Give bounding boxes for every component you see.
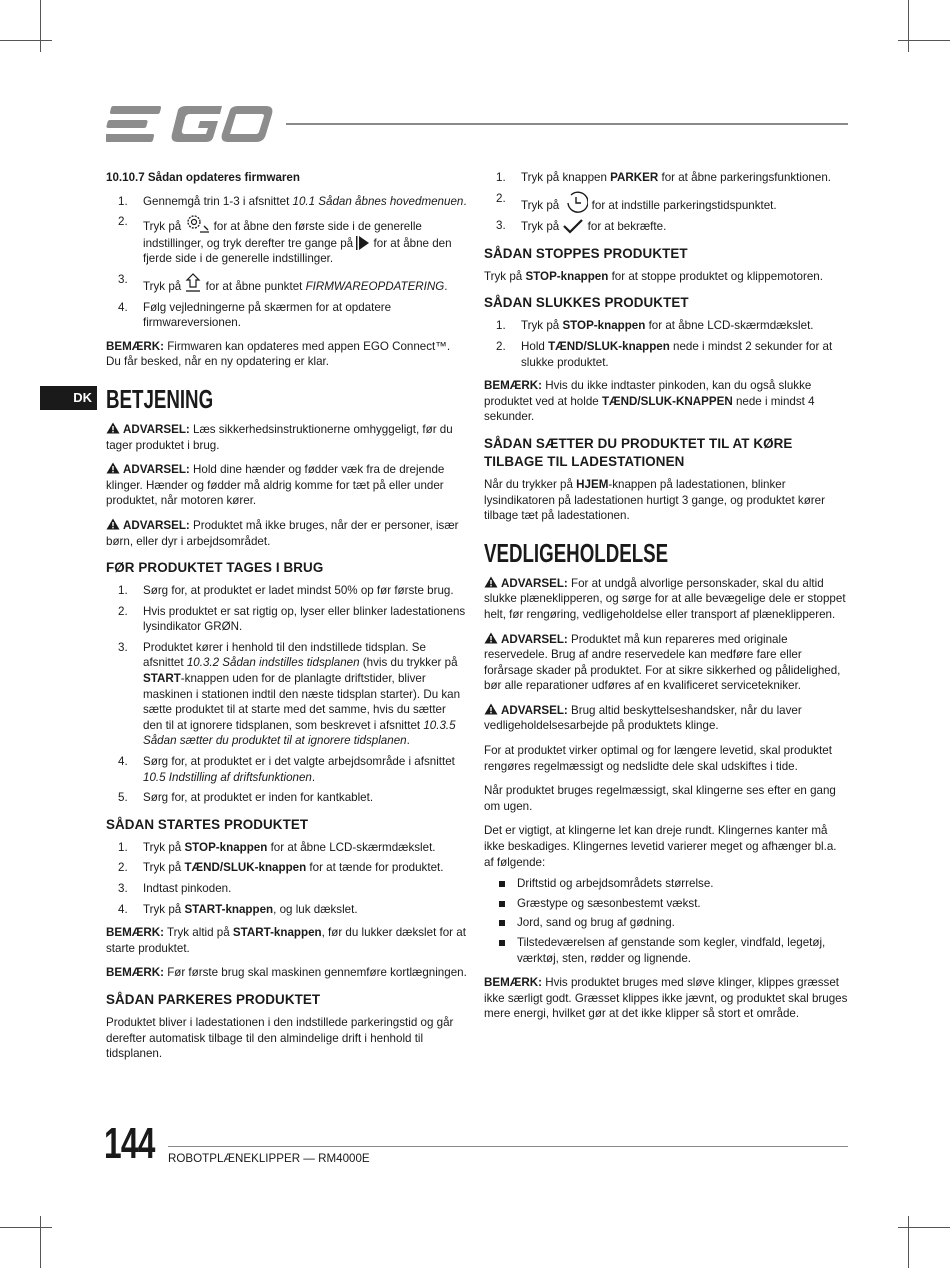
- right-column: [484, 170, 848, 1031]
- crop-mark: [0, 40, 52, 41]
- warning: ADVARSEL: Produktet må kun repareres med originale reservedele. Brug af andre reservedele kan medføre fare eller forårsage skader på produktet. For at sikre sikkerhed og pålidelighed, bør alle reparationer udføres af en kvalificeret servicetekniker.: [484, 632, 841, 693]
- list-item: 4. Tryk på START-knappen, og luk dækslet.: [118, 902, 358, 916]
- before-use-steps: [106, 583, 468, 806]
- warning-icon: [484, 703, 498, 715]
- crop-mark: [40, 0, 41, 52]
- warning: ADVARSEL: Produktet må ikke bruges, når der er personer, især børn, eller dyr i arbejdsområdet.: [106, 518, 459, 548]
- warning-icon: [106, 422, 120, 434]
- list-item: 1. Tryk på STOP-knappen for at åbne LCD-skærmdækslet.: [118, 840, 436, 854]
- warning-icon: [106, 518, 120, 530]
- betjening-heading: BETJENING: [106, 383, 214, 414]
- firmware-steps: [106, 194, 468, 331]
- list-item: 3. Indtast pinkoden.: [118, 882, 232, 895]
- list-item: 4. Følg vejledningerne på skærmen for at opdatere firmwareversionen.: [118, 300, 392, 330]
- park-steps: [484, 170, 848, 235]
- list-item: 2. Tryk på for at åbne den første side i de generelle indstillinger, og tryk derefter tre gange på for at åbne den fjerde side i de generelle indstillinger.: [118, 215, 452, 266]
- list-item: 2. Hvis produktet er sat rigtig op, lyser eller blinker ladestationens lysindikator GRØN.: [118, 604, 466, 634]
- list-item: 5. Sørg for, at produktet er inden for kantkablet.: [118, 791, 374, 805]
- list-item: 1. Sørg for, at produktet er ladet mindst 50% op før første brug.: [118, 584, 454, 598]
- list-item: Tilstedeværelsen af genstande som kegler, vindfald, legetøj, værktøj, sten, rødder og lignende.: [484, 935, 848, 966]
- warning: ADVARSEL: Hold dine hænder og fødder væk fra de drejende klinger. Hænder og fødder må aldrig komme for tæt på eller under produktet, når motoren kører.: [106, 463, 445, 508]
- warning-icon: [484, 576, 498, 588]
- list-item: 1. Gennemgå trin 1-3 i afsnittet 10.1 Sådan åbnes hovedmenuen.: [118, 194, 467, 208]
- checkmark-icon: [562, 218, 584, 234]
- list-item: 1. Tryk på knappen PARKER for at åbne parkeringsfunktionen.: [496, 171, 831, 184]
- page-number: 144: [104, 1119, 155, 1168]
- section-heading: 10.10.7 Sådan opdateres firmwaren: [106, 171, 300, 184]
- list-item: Jord, sand og brug af gødning.: [484, 915, 848, 931]
- paragraph: For at produktet virker optimal og for længere levetid, skal produktet rengøres regelmæssigt og nedslidte dele skal udskiftes i tide.: [484, 744, 832, 773]
- note: BEMÆRK: Firmwaren kan opdateres med appen EGO Connect™. Du får besked, når en ny opdatering er klar.: [106, 339, 451, 369]
- power-off-heading: SÅDAN SLUKKES PRODUKTET: [484, 295, 689, 311]
- footer-title: ROBOTPLÆNEKLIPPER — RM4000E: [168, 1152, 370, 1165]
- list-item: 2. Tryk på TÆND/SLUK-knappen for at tænde for produktet.: [118, 861, 444, 875]
- crop-mark: [0, 1227, 52, 1228]
- list-item: Driftstid og arbejdsområdets størrelse.: [484, 876, 848, 892]
- list-item: 1. Tryk på STOP-knappen for at åbne LCD-skærmdækslet.: [496, 319, 814, 333]
- crop-mark: [898, 1227, 950, 1228]
- note: BEMÆRK: Hvis produktet bruges med sløve klinger, klippes græsset ikke særligt godt. Græsset klippes ikke jævnt, og produktet skal bruges mere energi, hvilket gør at det ikke klipper så stort et område.: [484, 976, 848, 1021]
- note: BEMÆRK: Tryk altid på START-knappen, før du lukker dækslet for at starte produktet.: [106, 926, 466, 955]
- factors-list: [484, 876, 848, 966]
- paragraph: Når produktet bruges regelmæssigt, skal klingerne ses efter en gang om ugen.: [484, 784, 836, 813]
- maintenance-heading: VEDLIGEHOLDELSE: [484, 537, 669, 568]
- crop-mark: [40, 1216, 41, 1268]
- crop-mark: [908, 1216, 909, 1268]
- list-item: 3. Tryk på for at åbne punktet FIRMWAREOPDATERING.: [118, 272, 448, 293]
- note: BEMÆRK: Hvis du ikke indtaster pinkoden, kan du også slukke produktet ved at holde TÆND/SLUK-KNAPPEN nede i mindst 4 sekunder.: [484, 379, 815, 424]
- warning: ADVARSEL: For at undgå alvorlige personskader, skal du altid slukke plæneklipperen, og sørge for at alle bevægelige dele er stoppet helt, før rengøring, vedligeholdelse eller transport af plæneklipperen.: [484, 576, 846, 621]
- ego-logo: [106, 104, 278, 144]
- list-item: 3. Produktet kører i henhold til den indstillede tidsplan. Se afsnittet 10.3.2 Sådan indstilles tidsplanen (hvis du trykker på START-knappen uden for de planlagte driftstider, bliver maskinen i stationen indtil den næste tidsplan starter). Du kan sætte produktet til at starte med det samme, hvis du sætter den til at ignorere tidsplanen, som beskrevet i afsnittet 10.3.5 Sådan sætter du produktet til at ignorere tidsplanen.: [118, 640, 461, 748]
- warning-icon: [484, 632, 498, 644]
- list-item: 3. Tryk på for at bekræfte.: [496, 219, 667, 234]
- crop-mark: [898, 40, 950, 41]
- return-text: Når du trykker på HJEM-knappen på ladestationen, blinker lysindikatoren på ladestationen hurtigt 3 gange, og produktet kører tilbage tæt på ladestationen.: [484, 477, 825, 523]
- warning-icon: [106, 462, 120, 474]
- park-heading: SÅDAN PARKERES PRODUKTET: [106, 991, 321, 1007]
- warning: ADVARSEL: Læs sikkerhedsinstruktionerne omhyggeligt, før du tager produktet i brug.: [106, 422, 453, 452]
- footer-rule: [168, 1146, 848, 1147]
- stop-text: Tryk på STOP-knappen for at stoppe produktet og klippemotoren.: [484, 269, 823, 283]
- language-tab: DK: [40, 386, 97, 410]
- start-steps: [106, 840, 468, 917]
- note: BEMÆRK: Før første brug skal maskinen gennemføre kortlægningen.: [106, 966, 467, 980]
- crop-mark: [908, 0, 909, 52]
- next-arrow-icon: [356, 235, 370, 251]
- stop-heading: SÅDAN STOPPES PRODUKTET: [484, 245, 688, 261]
- warning: ADVARSEL: Brug altid beskyttelseshandsker, når du laver vedligeholdelsesarbejde på produktets klinge.: [484, 703, 802, 733]
- list-item: 2. Tryk på for at indstille parkeringstidspunktet.: [496, 191, 777, 212]
- left-column: [106, 170, 468, 1071]
- before-use-heading: FØR PRODUKTET TAGES I BRUG: [106, 560, 324, 576]
- list-item: 2. Hold TÆND/SLUK-knappen nede i mindst 2 sekunder for at slukke produktet.: [496, 339, 833, 369]
- settings-gear-icon: [184, 214, 210, 234]
- clock-icon: [562, 191, 588, 213]
- list-item: Græstype og sæsonbestemt vækst.: [484, 896, 848, 912]
- header-rule: [286, 123, 848, 125]
- start-heading: SÅDAN STARTES PRODUKTET: [106, 816, 309, 832]
- list-item: 4. Sørg for, at produktet er i det valgte arbejdsområde i afsnittet 10.5 Indstilling af driftsfunktionen.: [118, 755, 455, 784]
- power-off-steps: [484, 318, 848, 370]
- upload-icon: [184, 272, 202, 294]
- return-heading: SÅDAN SÆTTER DU PRODUKTET TIL AT KØRE TILBAGE TIL LADESTATIONEN: [484, 435, 793, 469]
- park-text: Produktet bliver i ladestationen i den indstillede parkeringstid og går derefter automatisk tilbage til den almindelige drift i henhold til tidsplanen.: [106, 1015, 454, 1061]
- paragraph: Det er vigtigt, at klingerne let kan dreje rundt. Klingernes kanter må ikke beskadiges. Klingernes levetid varierer meget og afhænger bl.a. af følgende:: [484, 824, 837, 869]
